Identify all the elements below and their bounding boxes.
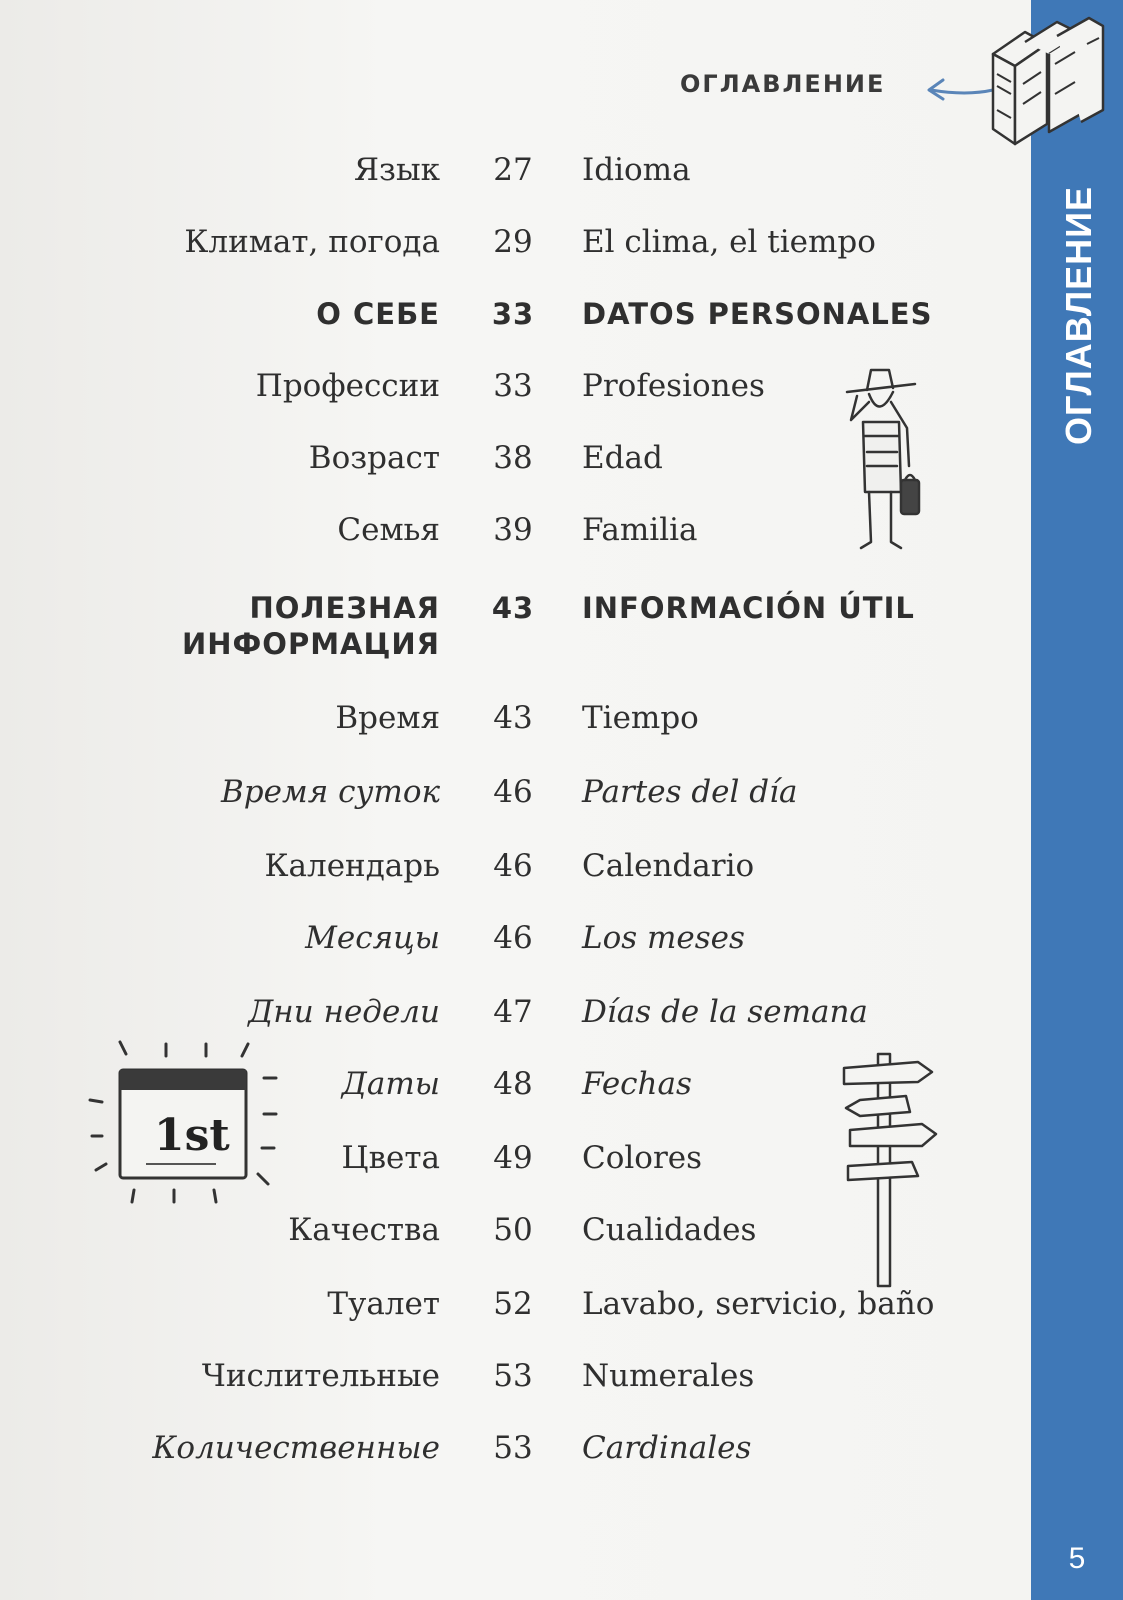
toc-es-title: Tiempo — [582, 700, 699, 736]
toc-es-title: Profesiones — [582, 368, 765, 404]
toc-page-number: 47 — [493, 994, 533, 1030]
toc-section-entry[interactable] — [0, 296, 1000, 346]
toc-ru-title: Время — [335, 700, 440, 736]
toc-page-number: 38 — [493, 440, 533, 476]
toc-es-title: INFORMACIÓN ÚTIL — [582, 591, 915, 625]
toc-es-title: Idioma — [582, 152, 691, 188]
toc-entry[interactable] — [0, 994, 1000, 1044]
toc-page-number: 33 — [493, 368, 533, 404]
toc-entry[interactable] — [0, 1140, 1000, 1190]
toc-es-title: Fechas — [582, 1066, 692, 1102]
toc-page-number: 49 — [493, 1140, 533, 1176]
toc-section-entry[interactable] — [0, 590, 1000, 670]
toc-es-title: Cualidades — [582, 1212, 757, 1248]
toc-ru-title: Туалет — [327, 1286, 440, 1322]
toc-page-number: 46 — [493, 920, 533, 956]
toc-entry[interactable] — [0, 774, 1000, 824]
toc-ru-title: Даты — [341, 1066, 440, 1102]
toc-entry[interactable] — [0, 920, 1000, 970]
calendar-date: 1st — [154, 1110, 230, 1161]
toc-es-title: Calendario — [582, 848, 755, 884]
toc-entry[interactable] — [0, 368, 1000, 418]
toc-page-number: 46 — [493, 848, 533, 884]
toc-entry[interactable] — [0, 1430, 1000, 1480]
toc-page-number: 29 — [493, 224, 533, 260]
toc-entry[interactable] — [0, 1358, 1000, 1408]
toc-ru-title: Числительные — [201, 1358, 440, 1394]
toc-page-number: 48 — [493, 1066, 533, 1102]
toc-es-title: Colores — [582, 1140, 703, 1176]
toc-es-title: Lavabo, servicio, baño — [582, 1286, 935, 1322]
toc-page-number: 53 — [493, 1430, 533, 1466]
toc-es-title: Los meses — [582, 920, 745, 956]
page-title: ОГЛАВЛЕНИЕ — [680, 70, 886, 98]
toc-entry[interactable] — [0, 848, 1000, 898]
toc-ru-title: Качества — [288, 1212, 440, 1248]
toc-ru-title: ПОЛЕЗНАЯ ИНФОРМАЦИЯ — [181, 591, 440, 661]
toc-page-number: 39 — [493, 512, 533, 548]
toc-es-title: Numerales — [582, 1358, 755, 1394]
toc-ru-title: Время суток — [221, 774, 440, 810]
page-number: 5 — [1068, 1542, 1086, 1575]
toc-entry[interactable] — [0, 152, 1000, 202]
toc-page-number: 33 — [491, 297, 535, 331]
toc-es-title: Cardinales — [582, 1430, 752, 1466]
sidebar-title: ОГЛАВЛЕНИЕ — [1058, 185, 1099, 445]
toc-es-title: Familia — [582, 512, 698, 548]
toc-page-number: 50 — [493, 1212, 533, 1248]
toc-ru-title: Семья — [337, 512, 440, 548]
toc-entry[interactable] — [0, 700, 1000, 750]
toc-page-number: 43 — [491, 591, 535, 625]
toc-ru-title: Месяцы — [305, 920, 440, 956]
toc-ru-title: Язык — [354, 152, 440, 188]
toc-entry[interactable] — [0, 440, 1000, 490]
toc-ru-title: Климат, погода — [184, 224, 440, 260]
toc-entry[interactable] — [0, 1212, 1000, 1262]
toc-ru-title: Календарь — [264, 848, 440, 884]
toc-page-number: 53 — [493, 1358, 533, 1394]
toc-ru-title: Возраст — [308, 440, 440, 476]
toc-ru-title: Цвета — [341, 1140, 440, 1176]
toc-ru-title: О СЕБЕ — [316, 297, 440, 331]
toc-es-title: Partes del día — [582, 774, 798, 810]
toc-es-title: Días de la semana — [582, 994, 868, 1030]
toc-es-title: DATOS PERSONALES — [582, 297, 933, 331]
toc-entry[interactable] — [0, 512, 1000, 562]
toc-entry[interactable] — [0, 1066, 1000, 1116]
toc-ru-title: Профессии — [255, 368, 440, 404]
toc-page-number: 43 — [493, 700, 533, 736]
sidebar-tab — [1031, 0, 1123, 1600]
toc-ru-title: Дни недели — [248, 994, 440, 1030]
toc-es-title: Edad — [582, 440, 663, 476]
toc-es-title: El clima, el tiempo — [582, 224, 876, 260]
toc-page-number: 52 — [493, 1286, 533, 1322]
toc-page-number: 46 — [493, 774, 533, 810]
books-icon — [985, 14, 1105, 154]
toc-entry[interactable] — [0, 224, 1000, 274]
toc-page-number: 27 — [493, 152, 533, 188]
toc-entry[interactable] — [0, 1286, 1000, 1336]
toc-ru-title: Количественные — [152, 1430, 440, 1466]
